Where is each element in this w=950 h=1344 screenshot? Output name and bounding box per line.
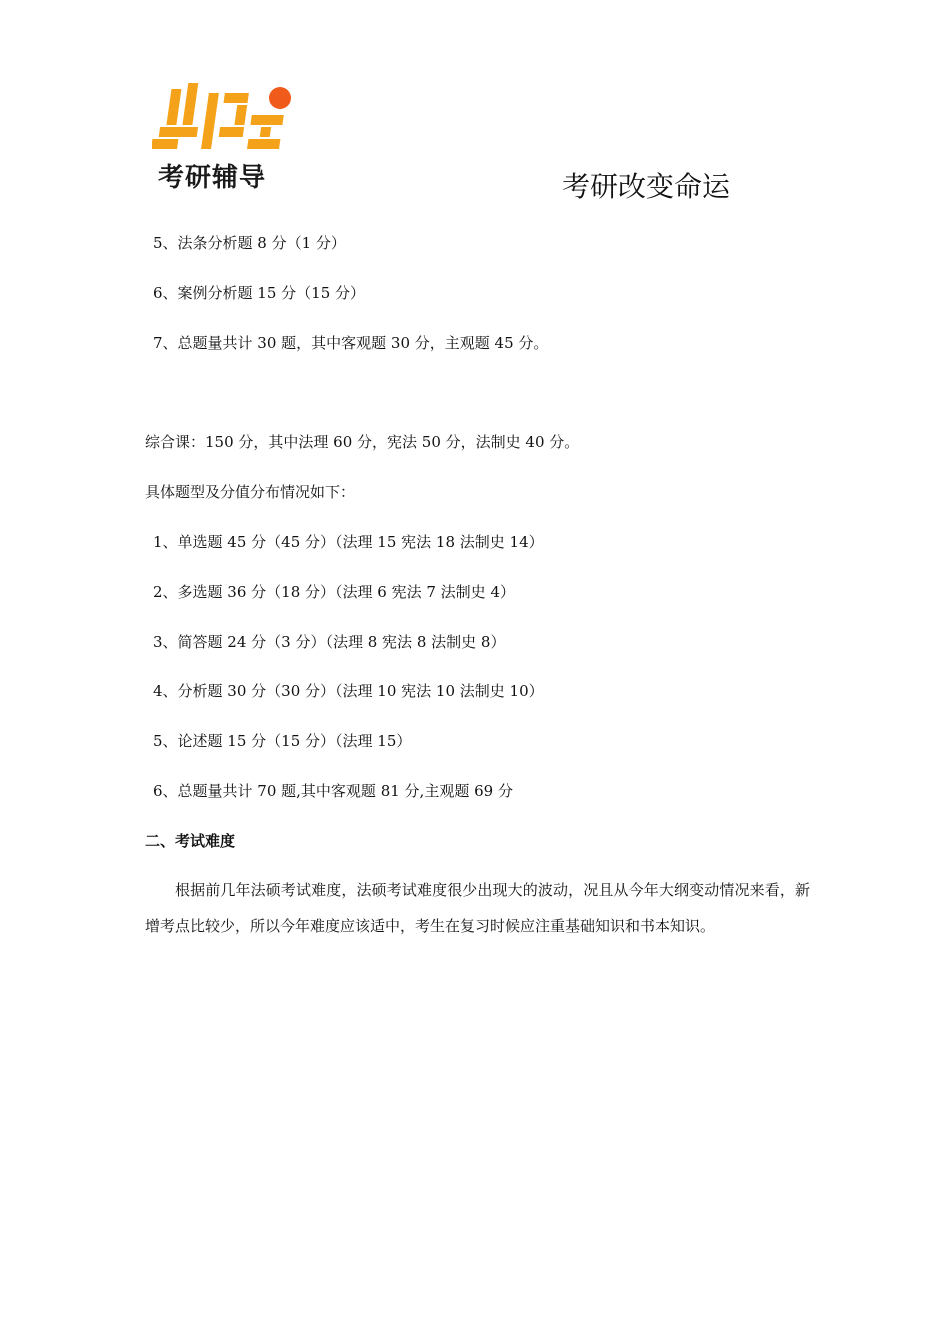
list-item: 5、法条分析题 8 分（1 分） (153, 234, 346, 252)
list-item: 2、多选题 36 分（18 分）（法理 6 宪法 7 法制史 4） (153, 583, 515, 601)
comprehensive-sub-intro: 具体题型及分值分布情况如下： (145, 483, 356, 501)
logo-graphic (152, 78, 302, 158)
section-heading: 二、考试难度 (145, 832, 236, 850)
list-item: 4、分析题 30 分（30 分）（法理 10 宪法 10 法制史 10） (153, 682, 544, 700)
list-item: 3、简答题 24 分（3 分）（法理 8 宪法 8 法制史 8） (153, 633, 506, 651)
list-item: 6、案例分析题 15 分（15 分） (153, 284, 366, 302)
list-item: 5、论述题 15 分（15 分）（法理 15） (153, 732, 412, 750)
difficulty-paragraph: 根据前几年法硕考试难度，法硕考试难度很少出现大的波动，况且从今年大纲变动情况来看，新增考点比较少，所以今年难度应该适中，考生在复习时候应注重基础知识和书本知识。 (145, 881, 810, 935)
logo-dot-icon (269, 87, 291, 109)
comprehensive-intro: 综合课：150 分，其中法理 60 分，宪法 50 分，法制史 40 分。 (145, 433, 580, 451)
list-item: 7、总题量共计 30 题，其中客观题 30 分，主观题 45 分。 (153, 334, 549, 352)
logo-text: 考研辅导 (158, 163, 267, 193)
list-item: 6、总题量共计 70 题,其中客观题 81 分,主观题 69 分 (153, 782, 513, 800)
header-slogan: 考研改变命运 (562, 170, 731, 203)
list-item: 1、单选题 45 分（45 分）（法理 15 宪法 18 法制史 14） (153, 533, 544, 551)
